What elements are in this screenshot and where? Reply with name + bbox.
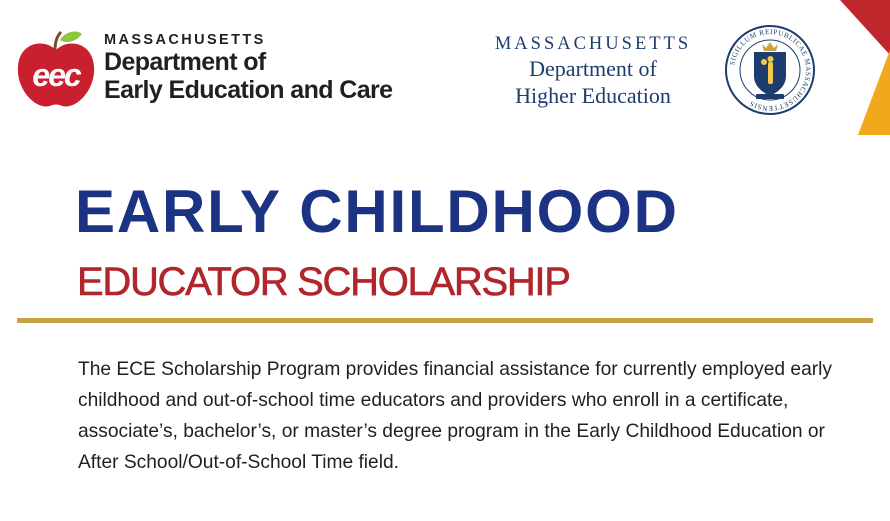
corner-decoration [830,0,890,135]
seal-ring-text: SIGILLUM REIPUBLICAE MASSACHUSETTENSIS [728,27,813,113]
dhe-dept-line1: Department of [529,56,657,81]
title-divider [17,318,873,323]
eec-logo-letters: eec [32,57,80,93]
eec-dept-line1: Department of [104,48,266,76]
dhe-dept-line2: Higher Education [515,83,671,108]
dhe-department-name [482,33,704,109]
eec-department-name [104,32,392,104]
eec-dept-line2: Early Education and Care [104,76,393,104]
page-title-line2: EDUCATOR SCHOLARSHIP [77,260,570,304]
dhe-state-label: MASSACHUSETTS [494,34,692,54]
massachusetts-seal [724,24,816,116]
eec-apple-logo [14,28,98,110]
program-description: The ECE Scholarship Program provides financial assistance for currently employed early childhood and out-of-school time educators and providers who enroll in a certificate, associate’s, bachelor’s, or master’s degree program in the Early Childhood Education or After School/Out-of-School Time field. [78,359,832,473]
page-title-line1: EARLY CHILDHOOD [75,178,679,245]
eec-state-label: MASSACHUSETTS [104,32,266,48]
